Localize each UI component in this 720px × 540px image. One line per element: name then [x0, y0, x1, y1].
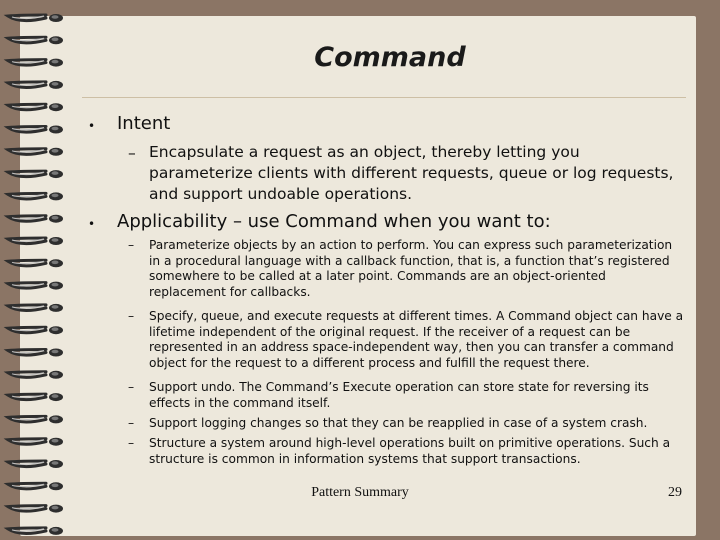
- title-divider: [82, 97, 686, 98]
- bullet-applicability: Applicability – use Command when you want to:: [117, 211, 551, 232]
- binder-ring-icon: [8, 148, 63, 156]
- binder-ring-icon: [8, 59, 63, 67]
- dash-marker: –: [128, 380, 135, 394]
- slide-title: Command: [314, 42, 466, 73]
- applicability-item: Support logging changes so that they can be reapplied in case of a system crash.: [149, 416, 648, 430]
- dash-marker: –: [128, 144, 136, 162]
- dash-marker: –: [128, 436, 135, 450]
- binder-ring-icon: [8, 237, 63, 245]
- binder-ring-icon: [8, 460, 63, 468]
- binder-ring-icon: [8, 36, 63, 44]
- dash-marker: –: [128, 309, 135, 323]
- applicability-item: Specify, queue, and execute requests at different times. A Command object can have a lifetime independent of the original request. If the receiver of a request can be represented in an address space-independent way, then you can transfer a command object for the request to a different process and fulfill the request there.: [149, 309, 684, 370]
- dash-marker: –: [128, 416, 135, 430]
- binder-ring-icon: [8, 415, 63, 423]
- binder-ring-icon: [8, 304, 63, 312]
- binder-ring-icon: [8, 393, 63, 401]
- binder-ring-icon: [8, 349, 63, 357]
- intent-description: Encapsulate a request as an object, thereby letting you parameterize clients with different requests, queue or log requests, and support undoable operations.: [149, 143, 674, 203]
- bullet-intent: Intent: [117, 113, 171, 134]
- binder-ring-icon: [8, 527, 63, 535]
- footer-label: Pattern Summary: [311, 485, 409, 500]
- spiral-binding-icon: [0, 0, 80, 540]
- binder-ring-icon: [8, 126, 63, 134]
- binder-ring-icon: [8, 282, 63, 290]
- binder-ring-icon: [8, 505, 63, 513]
- applicability-item: Structure a system around high-level operations built on primitive operations. Such a structure is common in information systems that support transactions.: [149, 436, 671, 466]
- dash-marker: –: [128, 238, 135, 252]
- page-number: 29: [668, 485, 682, 500]
- binder-ring-icon: [8, 14, 63, 22]
- applicability-item: Support undo. The Command’s Execute operation can store state for reversing its effects in the command itself.: [149, 380, 649, 410]
- binder-ring-icon: [8, 192, 63, 200]
- applicability-item: Parameterize objects by an action to perform. You can express such parameterization in a procedural language with a callback function, that is, a function that’s registered somewhere to be called at a later point. Commands are an object-oriented replacement for callbacks.: [149, 238, 673, 299]
- binder-ring-icon: [8, 326, 63, 334]
- binder-ring-icon: [8, 438, 63, 446]
- binder-ring-icon: [8, 215, 63, 223]
- bullet-marker: •: [88, 119, 96, 133]
- binder-ring-icon: [8, 103, 63, 111]
- binder-ring-icon: [8, 371, 63, 379]
- binder-ring-icon: [8, 259, 63, 267]
- binder-ring-icon: [8, 170, 63, 178]
- bullet-marker: •: [88, 217, 96, 231]
- binder-ring-icon: [8, 81, 63, 89]
